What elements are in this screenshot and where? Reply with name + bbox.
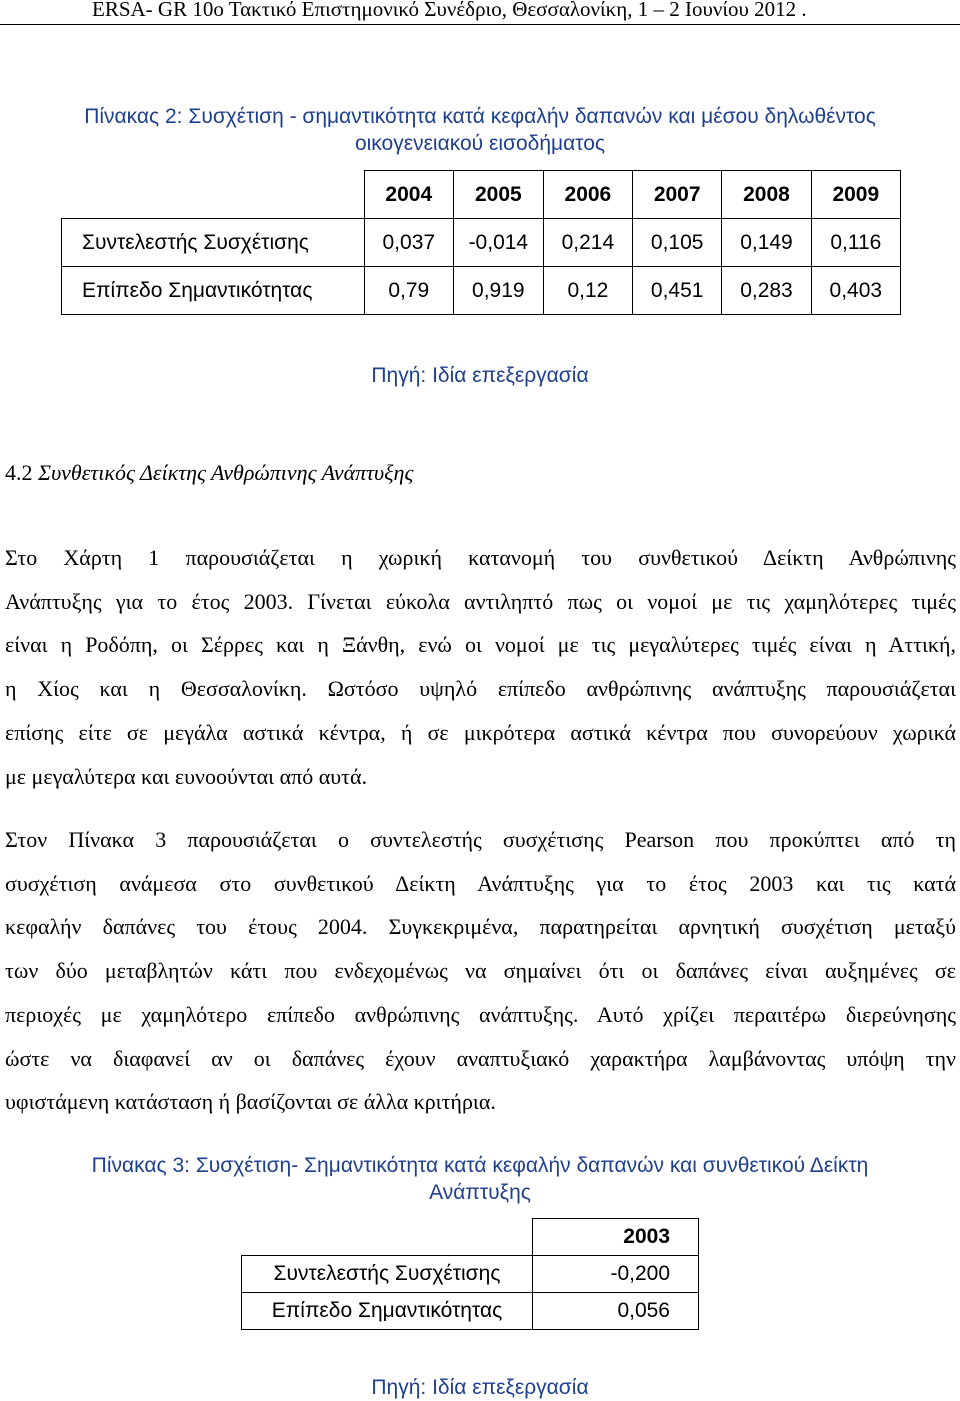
table2-row-label: Συντελεστής Συσχέτισης — [62, 219, 365, 267]
table2-cell: 0,79 — [364, 267, 453, 315]
table2-cell: 0,214 — [543, 219, 632, 267]
header-rule — [0, 24, 960, 25]
paragraph-line: ώστε να διαφανεί αν οι δαπάνες έχουν αναπτυξιακό χαρακτήρα λαμβάνοντας υπόψη την — [5, 1045, 956, 1071]
section-heading — [5, 460, 413, 486]
paragraph-line: υφιστάμενη κατάσταση ή βασίζονται σε άλλα κριτήρια. — [5, 1089, 496, 1115]
table2-row-correlation — [62, 219, 901, 267]
table3-cell: 0,056 — [533, 1293, 699, 1330]
table3-header-row — [242, 1219, 699, 1256]
table2-source: Πηγή: Ιδία επεξεργασία — [371, 364, 589, 387]
table3-row-label: Συντελεστής Συσχέτισης — [242, 1256, 533, 1293]
table3-row-significance — [242, 1293, 699, 1330]
table2-year: 2004 — [364, 171, 453, 219]
table2-cell: 0,451 — [633, 267, 722, 315]
table2-cell: -0,014 — [453, 219, 543, 267]
table2-year: 2005 — [453, 171, 543, 219]
table2-cell: 0,105 — [633, 219, 722, 267]
paragraph-line: επίσης είτε σε μεγάλα αστικά κέντρα, ή σε μικρότερα αστικά κέντρα που συνορεύουν χωρικά — [5, 719, 956, 745]
paragraph-line: Στο Χάρτη 1 παρουσιάζεται η χωρική κατανομή του συνθετικού Δείκτη Ανθρώπινης — [5, 545, 956, 570]
paragraph-2 — [5, 818, 956, 1124]
table2-cell: 0,403 — [811, 267, 900, 315]
table2 — [61, 170, 901, 315]
paragraph-line: συσχέτιση ανάμεσα στο συνθετικού Δείκτη Ανάπτυξης για το έτος 2003 και τις κατά — [5, 870, 956, 896]
section-title: Συνθετικός Δείκτης Ανθρώπινης Ανάπτυξης — [32, 460, 414, 485]
table2-cell: 0,149 — [722, 219, 811, 267]
table3 — [241, 1218, 699, 1330]
paragraph-line: Ανάπτυξης για το έτος 2003. Γίνεται εύκολα αντιληπτό πως οι νομοί με τις χαμηλότερες τιμές — [5, 588, 956, 614]
table2-cell: 0,037 — [364, 219, 453, 267]
table2-cell: 0,12 — [543, 267, 632, 315]
table3-caption-line2: Ανάπτυξης — [429, 1181, 531, 1204]
table3-source: Πηγή: Ιδία επεξεργασία — [371, 1376, 589, 1399]
table3-row-label: Επίπεδο Σημαντικότητας — [242, 1293, 533, 1330]
paragraph-line: περιοχές με χαμηλότερο επίπεδο ανθρώπινης ανάπτυξης. Αυτό χρίζει περαιτέρω διερεύνησης — [5, 1001, 956, 1027]
table2-cell: 0,283 — [722, 267, 811, 315]
paragraph-line: η Χίος και η Θεσσαλονίκη. Ωστόσο υψηλό επίπεδο ανθρώπινης ανάπτυξης παρουσιάζεται — [5, 676, 956, 702]
table2-caption-line1: Πίνακας 2: Συσχέτιση - σημαντικότητα κατά κεφαλήν δαπανών και μέσου δηλωθέντος — [84, 105, 876, 128]
table3-cell: -0,200 — [533, 1256, 699, 1293]
section-number: 4.2 — [5, 460, 33, 485]
paragraph-line: είναι η Ροδόπη, οι Σέρρες και η Ξάνθη, ενώ οι νομοί με τις μεγαλύτερες τιμές είναι η Αττική, — [5, 632, 956, 658]
table2-caption-line2: οικογενειακού εισοδήματος — [354, 132, 606, 155]
paragraph-line: των δύο μεταβλητών κάτι που ενδεχομένως να σημαίνει ότι οι δαπάνες είναι αυξημένες σε — [5, 958, 956, 984]
table2-cell: 0,919 — [453, 267, 543, 315]
table3-caption-line1: Πίνακας 3: Συσχέτιση- Σημαντικότητα κατά κεφαλήν δαπανών και συνθετικού Δείκτη — [91, 1154, 869, 1177]
table3-corner-cell — [242, 1219, 533, 1256]
table2-row-label: Επίπεδο Σημαντικότητας — [62, 267, 365, 315]
table3-year: 2003 — [533, 1219, 699, 1256]
table2-row-significance — [62, 267, 901, 315]
paragraph-line: Στον Πίνακα 3 παρουσιάζεται ο συντελεστής συσχέτισης Pearson που προκύπτει από τη — [5, 827, 956, 852]
table2-year: 2009 — [811, 171, 900, 219]
table2-year: 2006 — [543, 171, 632, 219]
paragraph-line: με μεγαλύτερα και ευνοούνται από αυτά. — [5, 763, 368, 789]
paragraph-line: κεφαλήν δαπάνες του έτους 2004. Συγκεκριμένα, παρατηρείται αρνητική συσχέτιση μεταξύ — [5, 914, 956, 940]
table2-year: 2007 — [633, 171, 722, 219]
table2-corner-cell — [62, 171, 365, 219]
table2-caption — [0, 103, 960, 157]
paragraph-1 — [5, 536, 956, 798]
table2-cell: 0,116 — [811, 219, 900, 267]
table2-year: 2008 — [722, 171, 811, 219]
header-text: ERSA- GR 10ο Τακτικό Επιστημονικό Συνέδριο, Θεσσαλονίκη, 1 – 2 Ιουνίου 2012 . — [92, 0, 807, 21]
table3-row-correlation — [242, 1256, 699, 1293]
table3-caption — [0, 1152, 960, 1206]
running-header — [0, 0, 960, 26]
table2-header-row — [62, 171, 901, 219]
